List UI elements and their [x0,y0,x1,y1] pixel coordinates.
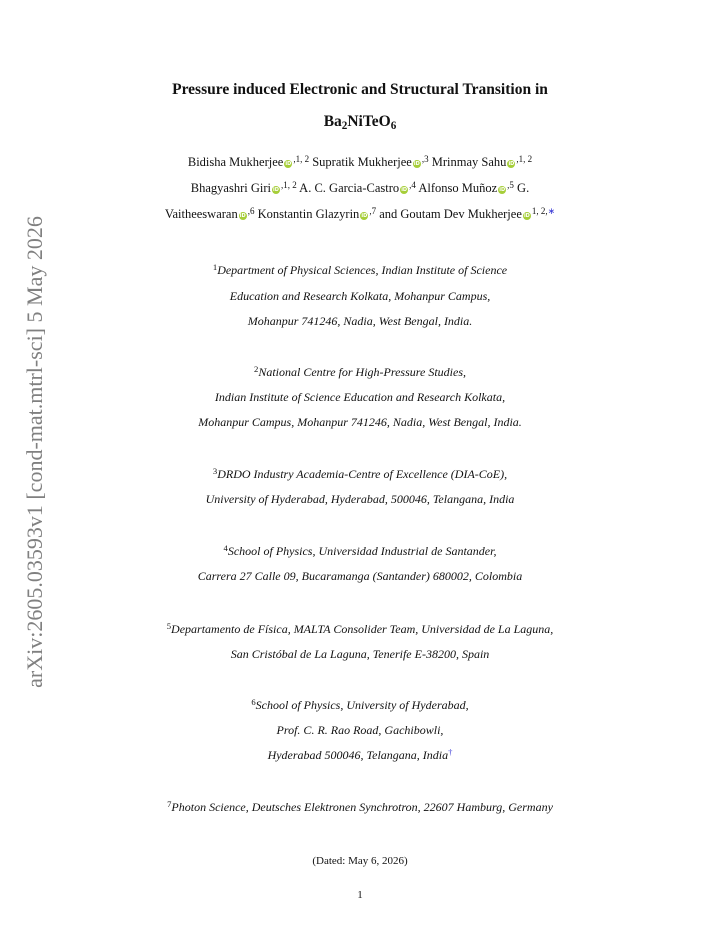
affiliation-6-line-2: Prof. C. R. Rao Road, Gachibowli, [276,723,444,737]
affiliation-4-line-2: Carrera 27 Calle 09, Bucaramanga (Santander) 680002, Colombia [197,569,523,583]
orcid-icon[interactable]: iD [361,213,368,219]
orcid-icon[interactable]: iD [285,161,292,167]
paper-title-line-2: $Ba_2NiTeO_6$ [323,113,397,132]
orcid-icon[interactable]: iD [413,161,420,167]
orcid-icon[interactable]: iD [499,187,506,193]
affiliation-2-line-2: Indian Institute of Science Education and Research Kolkata, [214,390,506,404]
author-line-2: Bhagyashri Giri $iD^{,1, 2}$ A. C. Garcia-Castro $iD^{,4}$ Alfonso Muñoz $iD^{,5}$ G. [190,179,530,195]
affiliation-2-line-3: Mohanpur Campus, Mohanpur 741246, Nadia, West Bengal, India. [198,415,522,429]
dated-line: (Dated: May 6, 2026) [312,855,408,867]
affiliation-6-line-3: Hyderabad 500046, Telangana, India† [267,747,453,762]
author-conjunction: and [379,207,398,221]
affiliation-5-line-1: $^5$Departamento de Física, MALTA Consolider Team, Universidad de La Laguna, [166,621,554,636]
arxiv-sidebar-stamp: arXiv:2605.03593v1 [cond-mat.mtrl-sci] 5 May 2026 [22,216,47,688]
affiliation-6-line-1: $^6$School of Physics, University of Hyderabad, [251,697,469,712]
affiliation-4-line-1: $^4$School of Physics, Universidad Industrial de Santander, [223,543,497,558]
orcid-icon[interactable]: iD [239,213,246,219]
affiliation-1-line-2: Education and Research Kolkata, Mohanpur Campus, [229,289,491,303]
page-number: 1 [357,889,363,901]
orcid-icon[interactable]: iD [508,161,515,167]
affiliation-3-line-2: University of Hyderabad, Hyderabad, 500046, Telangana, India [205,492,515,506]
orcid-icon[interactable]: iD [401,187,408,193]
author-name: Vaitheeswaran [164,207,238,221]
author-line-1: Bidisha Mukherjee $iD^{,1, 2}$ Supratik Mukherjee $iD^{,3}$ Mrinmay Sahu $iD^{,1, 2}$ [187,153,533,169]
author-name: Bidisha Mukherjee [187,155,284,169]
affiliation-7-line-1: $^7$Photon Science, Deutsches Elektronen Synchrotron, 22607 Hamburg, Germany [167,799,553,814]
affiliation-3-line-1: $^3$DRDO Industry Academia-Centre of Excellence (DIA-CoE), [212,466,508,481]
author-name: Konstantin Glazyrin [257,207,360,221]
author-name: Alfonso Muñoz [418,181,498,195]
corresponding-author-footnote-link[interactable]: ∗ [547,205,556,216]
author-name: Goutam Dev Mukherjee [400,207,522,221]
author-name: Mrinmay Sahu [431,155,507,169]
author-name: Supratik Mukherjee [312,155,412,169]
paper-title-line-1: Pressure induced Electronic and Structural Transition in [172,81,548,98]
affiliation-2-line-1: $^2$National Centre for High-Pressure Studies, [254,364,466,379]
author-line-3: Vaitheeswaran $iD^{,6}$ Konstantin Glazyrin $iD^{,7}$ and Goutam Dev Mukherjee iD$^{1, 2,∗}$ [164,205,556,221]
author-name: A. C. Garcia-Castro [299,181,400,195]
affiliation-footnote-link[interactable]: † [448,747,453,758]
orcid-icon[interactable]: iD [523,213,530,219]
affiliation-1-line-3: Mohanpur 741246, Nadia, West Bengal, India. [247,314,473,328]
orcid-icon[interactable]: iD [273,187,279,193]
author-name-prefix: G. [517,181,530,195]
affiliation-1-line-1: $^1$Department of Physical Sciences, Indian Institute of Science [212,262,508,277]
affiliation-5-line-2: San Cristóbal de La Laguna, Tenerife E-38200, Spain [230,647,490,661]
author-name: Bhagyashri Giri [190,181,271,195]
